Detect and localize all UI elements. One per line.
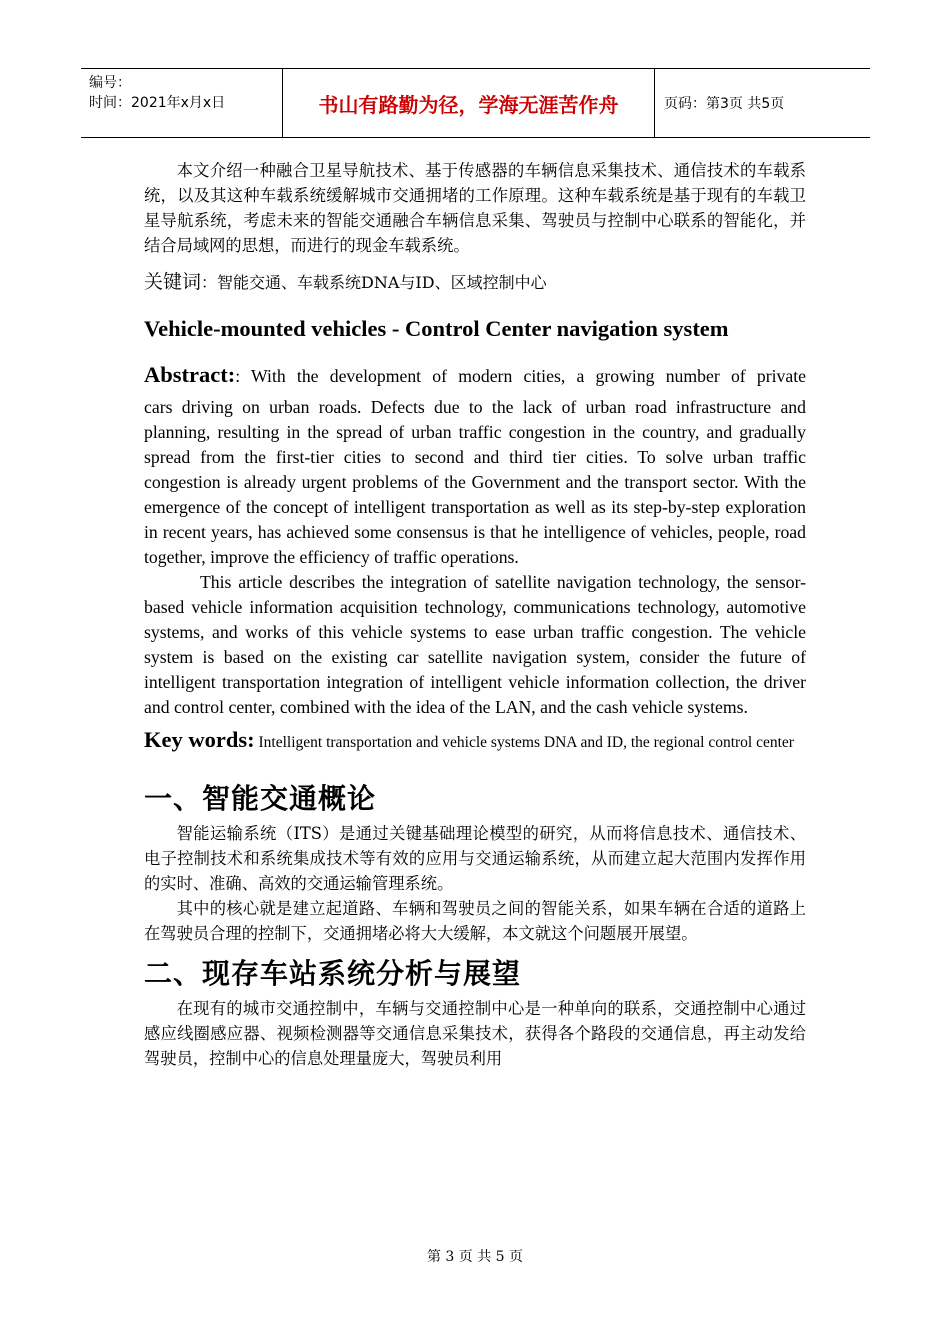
intro-paragraph: 本文介绍一种融合卫星导航技术、基于传感器的车辆信息采集技术、通信技术的车载系统，以及其这种车载系统缓解城市交通拥堵的工作原理。这种车载系统是基于现有的车载卫星导航系统，考虑未来的智能交通融合车辆信息采集、驾驶员与控制中心联系的智能化，并结合局域网的思想，而进行的现金车载系统。 [144,161,806,255]
keywords-zh-colon: ： [201,273,218,292]
abstract-first-text: : With the development of modern cities, a growing number of private [235,366,806,386]
section-1-paragraph-1: 智能运输系统（ITS）是通过关键基础理论模型的研究，从而将信息技术、通信技术、电子控制技术和系统集成技术等有效的应用与交通运输系统，从而建立起大范围内发挥作用的实时、准确、高效的交通运输管理系统。 [144,823,806,893]
section-2-paragraph-1: 在现有的城市交通控制中，车辆与交通控制中心是一种单向的联系，交通控制中心通过感应线圈感应器、视频检测器等交通信息采集技术，获得各个路段的交通信息，再主动发给驾驶员，控制中心的信息处理量庞大，驾驶员利用 [144,998,806,1068]
abstract-label: Abstract: [144,362,236,387]
header-page-number: 页码：第3页 共5页 [664,96,785,112]
section-1-heading: 一、智能交通概论 [144,781,377,815]
header-meta [81,69,282,137]
keywords-en-text: Intelligent transportation and vehicle systems DNA and ID, the regional control center [258,734,794,751]
keywords-en [144,722,806,761]
abstract-paragraph-2: This article describes the integration of satellite navigation technology, the sensor-based vehicle information acquisition technology, communications technology, automotive systems, and works of this vehicle systems to ease urban traffic congestion. The vehicle system is based on the existing car satellite navigation system, consider the future of intelligent transportation integration of intelligent vehicle information collection, the driver and control center, combined with the idea of the LAN, and the cash vehicle systems. [144,572,806,717]
document-number-label: 编号： [89,75,131,91]
abstract-first-line [144,358,806,393]
section-1-paragraph-2: 其中的核心就是建立起道路、车辆和驾驶员之间的智能关系，如果车辆在合适的道路上在驾驶员合理的控制下，交通拥堵必将大大缓解，本文就这个问题展开展望。 [144,898,806,943]
section-2-heading: 二、现存车站系统分析与展望 [144,956,522,990]
english-title: Vehicle-mounted vehicles - Control Center navigation system [144,316,729,341]
abstract-paragraph-1: cars driving on urban roads. Defects due to the lack of urban road infrastructure and planning, resulting in the spread of urban traffic congestion in the country, and gradually spread from the first-tier cities to second and third tier cities. To solve urban traffic congestion is already urgent problems of the Government and the transport sector. With the emergence of the concept of intelligent transportation as well as its step-by-step exploration in recent years, has achieved some consensus is that he intelligence of vehicles, people, road together, improve the efficiency of traffic operations. [144,397,806,567]
keywords-zh-text: 智能交通、车载系统DNA与ID、区域控制中心 [217,273,547,292]
keywords-en-label: Key words: [144,727,255,752]
page-footer: 第 3 页 共 5 页 [426,1249,524,1265]
document-body [144,158,806,1071]
page-header [81,68,870,138]
keywords-zh [144,270,806,295]
header-motto: 书山有路勤为径，学海无涯苦作舟 [282,69,655,137]
document-date: 时间：2021年x月x日 [89,95,226,111]
keywords-zh-label: 关键词 [144,271,202,293]
